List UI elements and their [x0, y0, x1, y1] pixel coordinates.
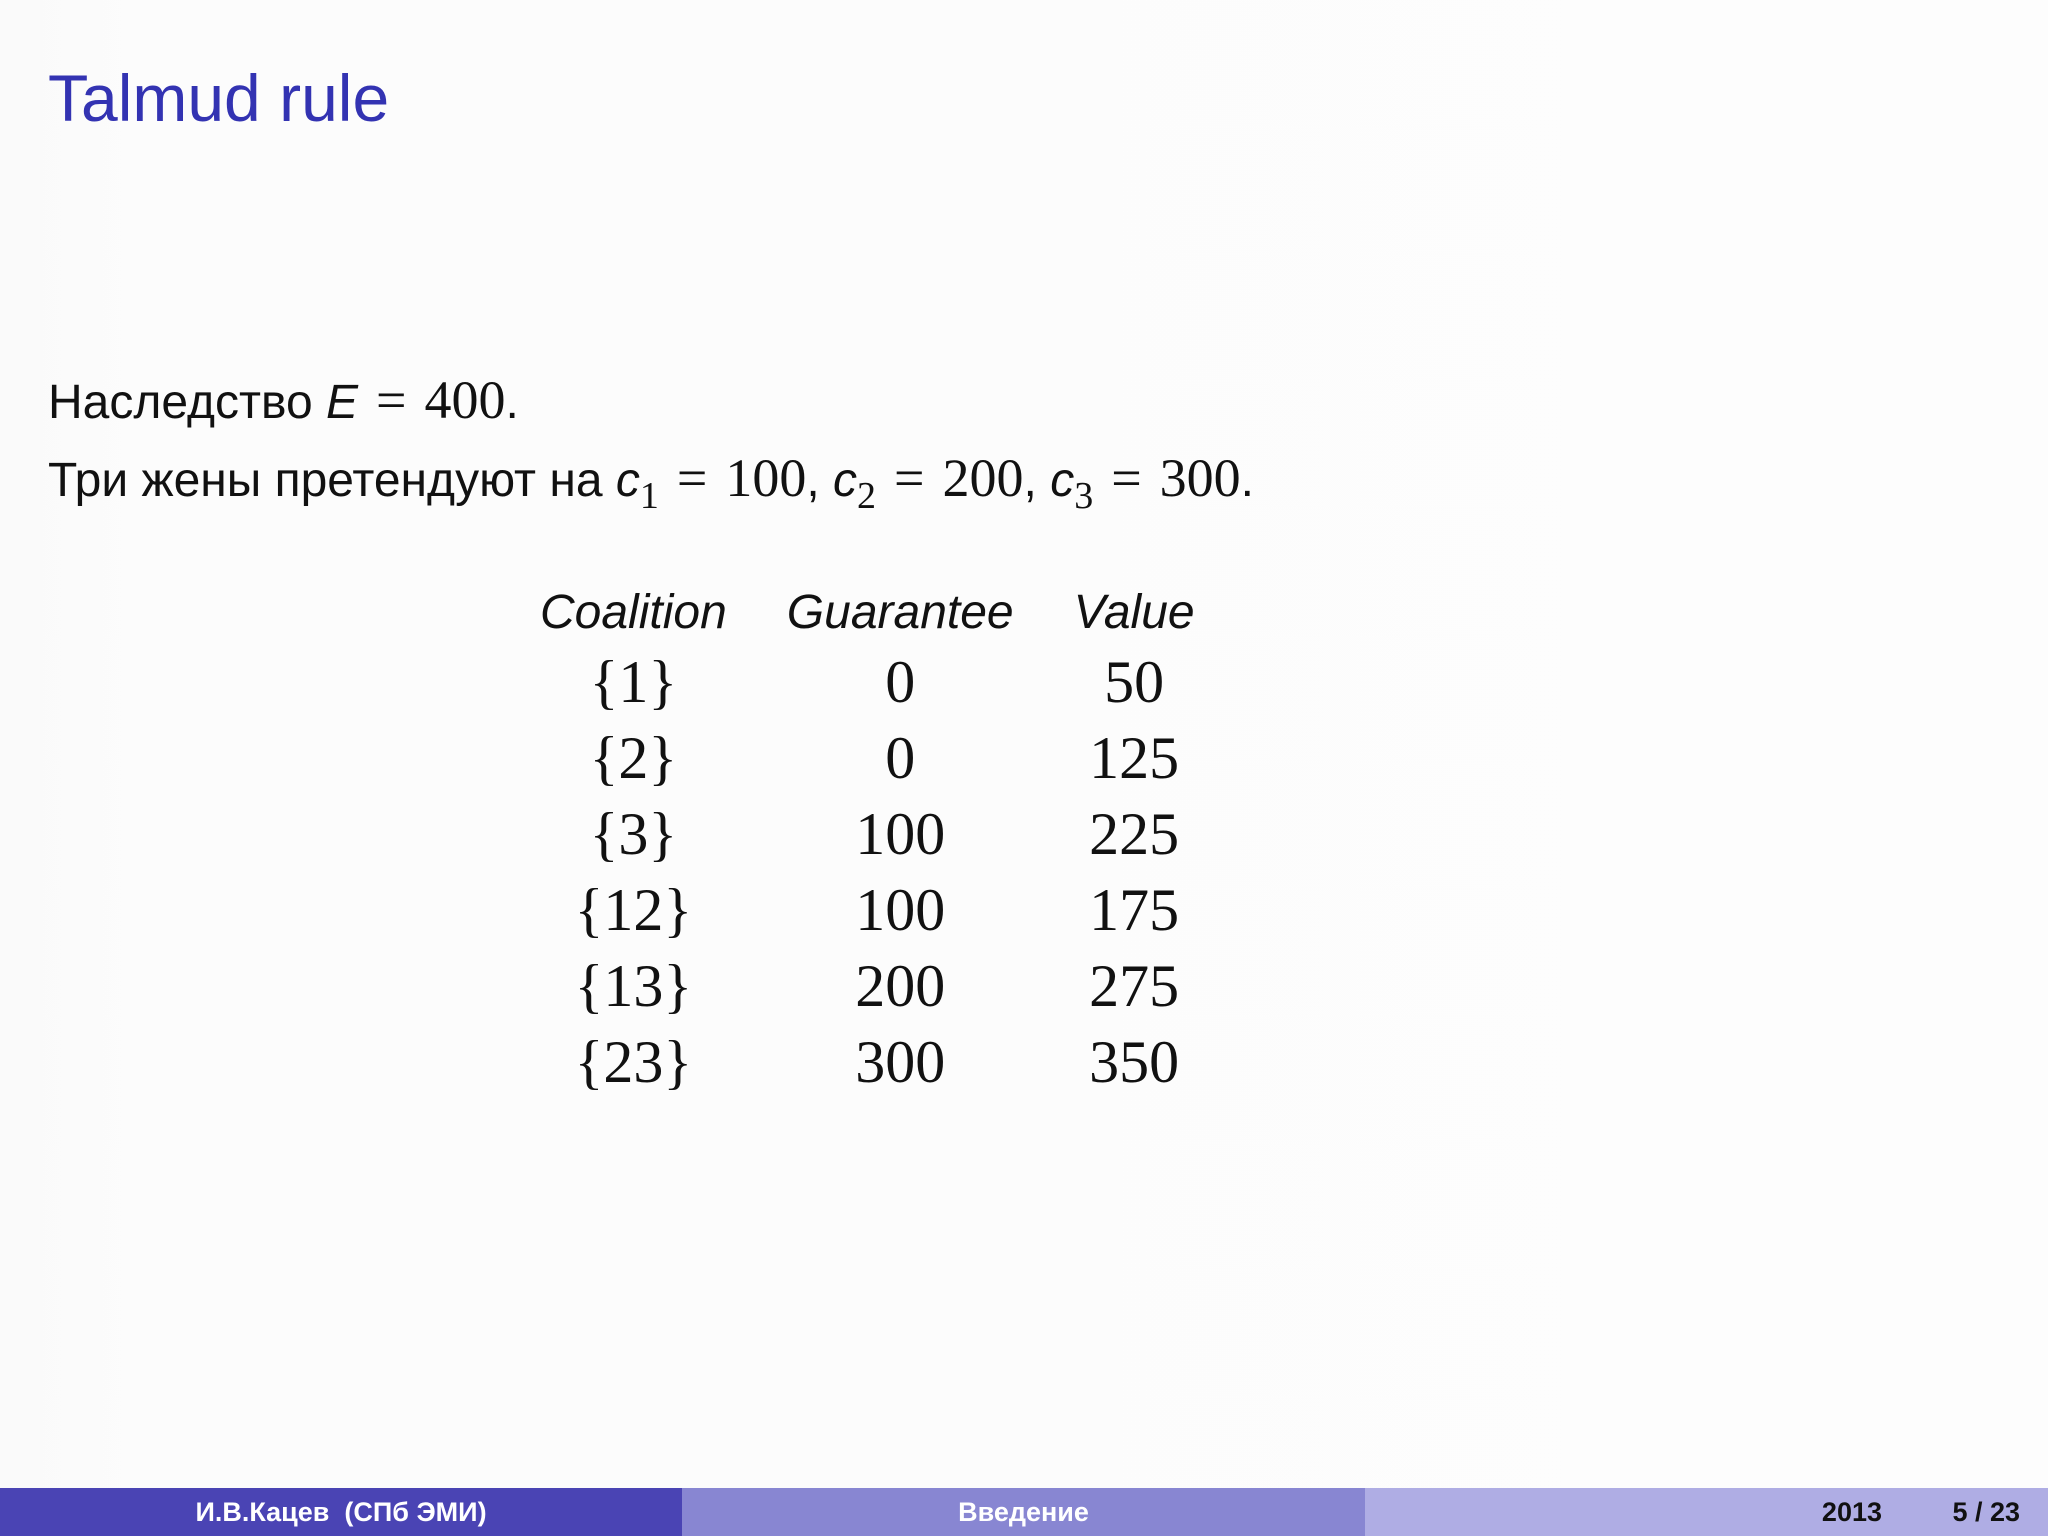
value-cell: 275 — [1089, 952, 1180, 1019]
claim-3 — [1050, 448, 1254, 517]
value-cell: 350 — [1089, 1028, 1180, 1095]
claims-line — [48, 446, 1254, 516]
table-row — [510, 796, 1225, 872]
equals-sign: = — [376, 370, 407, 430]
claim-separator: , — [806, 454, 820, 507]
value-cell: 50 — [1104, 648, 1165, 715]
claim-separator: . — [1240, 454, 1254, 507]
guarantee-cell: 300 — [855, 1028, 946, 1095]
footer-info — [1365, 1488, 2048, 1536]
value-cell: 225 — [1089, 800, 1180, 867]
slide-title: Talmud rule — [48, 61, 390, 135]
guarantee-cell: 0 — [885, 648, 916, 715]
table-header-row — [510, 580, 1225, 644]
claim-value: 200 — [942, 448, 1024, 508]
coalition-cell: {13} — [574, 952, 693, 1019]
guarantee-cell: 200 — [855, 952, 946, 1019]
table-row — [510, 720, 1225, 796]
value-cell: 125 — [1089, 724, 1180, 791]
coalition-cell: {2} — [589, 724, 678, 791]
claim-variable: c — [833, 454, 858, 507]
estate-end: . — [505, 376, 519, 429]
table-row — [510, 872, 1225, 948]
claim-subscript: 3 — [1074, 475, 1094, 517]
claims-prefix: Три жены претендуют на — [48, 454, 616, 507]
header-guarantee: Guarantee — [786, 585, 1014, 639]
value-cell: 175 — [1089, 876, 1180, 943]
claim-value: 100 — [725, 448, 807, 508]
claim-subscript: 1 — [639, 475, 659, 517]
equals-sign: = — [1111, 448, 1142, 508]
footer-page-number: 5 / 23 — [1952, 1497, 2020, 1527]
footer-year: 2013 — [1821, 1497, 1882, 1527]
coalition-cell: {3} — [589, 800, 678, 867]
coalition-cell: {23} — [574, 1028, 693, 1095]
equals-sign: = — [676, 448, 708, 508]
footer-bar — [0, 1488, 2048, 1536]
coalition-table — [510, 580, 1225, 1100]
estate-prefix: Наследство — [48, 376, 326, 429]
claim-value: 300 — [1159, 448, 1241, 508]
equals-sign: = — [894, 448, 925, 508]
header-coalition: Coalition — [540, 585, 727, 639]
footer-section: Введение — [682, 1488, 1365, 1536]
footer-author: И.В.Кацев (СПб ЭМИ) — [0, 1488, 682, 1536]
claim-variable: c — [1050, 454, 1075, 507]
table-row — [510, 1024, 1225, 1100]
table-row — [510, 644, 1225, 720]
claim-separator: , — [1023, 454, 1037, 507]
coalition-cell: {1} — [589, 648, 678, 715]
guarantee-cell: 0 — [885, 724, 916, 791]
claim-2 — [833, 448, 1037, 517]
guarantee-cell: 100 — [855, 800, 946, 867]
claim-variable: c — [615, 454, 640, 507]
estate-value: 400 — [424, 370, 506, 430]
guarantee-cell: 100 — [855, 876, 946, 943]
estate-line — [48, 368, 519, 435]
claim-subscript: 2 — [857, 475, 877, 517]
coalition-cell: {12} — [574, 876, 693, 943]
claim-1 — [615, 448, 820, 517]
header-value: Value — [1073, 585, 1195, 639]
estate-variable: E — [326, 376, 359, 429]
table-row — [510, 948, 1225, 1024]
